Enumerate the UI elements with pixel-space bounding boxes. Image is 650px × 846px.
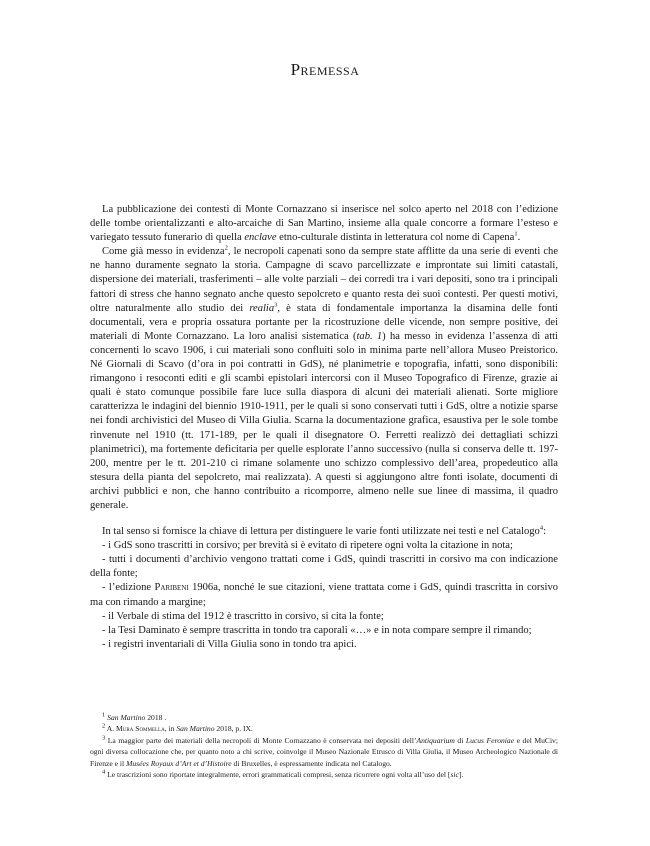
footnote-1: $^1$ San Martino 2018 . (102, 711, 167, 722)
list-item: - l’edizione Paribeni 1906a, nonché le sue citazioni, viene trattata come i GdS, quindi trascritta in corsivo ma con rimando a margine; (90, 582, 558, 608)
list-item: - la Tesi Daminato è sempre trascritta in tondo tra caporali «…» e in nota compare sempre il rimando; (102, 624, 532, 636)
list-item: - i registri inventariali di Villa Giulia sono in tondo tra apici. (102, 638, 357, 650)
list-item: - tutti i documenti d’archivio vengono trattati come i GdS, quindi trascritti in corsivo ma con indicazione della fonte; (90, 554, 558, 580)
source-list (90, 539, 558, 652)
table-reference[interactable]: tab. 1 (356, 330, 383, 342)
paragraph-2: Come già messo in evidenza$^2$, le necropoli capenati sono da sempre state afflitte da una serie di eventi che ne hanno duramente segnato la storia. Campagne di scavo parcellizzate e improntate sui limiti catastali, dispersione dei materiali, trasferimenti – alle volte parziali – dei corredi tra i vari depositi, sono tra i principali fattori di stress che hanno segnato anche questo sepolcreto e quanto resta dei suoi contesti. Per questi motivi, oltre naturalmente allo studio dei realia$^3$, è stata di fondamentale importanza la disamina delle fonti documentali, vera e propria ossatura portante per la ricostruzione delle vicende, non sempre positive, dei materiali di Monte Cornazzano. La loro analisi sistematica (tab. 1) ha messo in evidenza l’assenza di atti concernenti lo scavo 1906, i cui materiali sono confluiti solo in minima parte nell’allora Museo Preistorico. Né Giornali di Scavo (d’ora in poi contratti in GdS), né planimetrie e topografia, infatti, sono disponibili: rimangono i resoconti editi e gli scambi epistolari intercorsi con il Museo Topografico di Firenze, grazie ai quali è stato comunque possibile fare luce sulla diaspora di alcuni dei materiali alienati. Sorte migliore caratterizza le indagini del biennio 1910-1911, per le quali si sono conservati tutti i GdS, oltre a notizie sparse nei fondi archivistici del Museo di Villa Giulia. Scarna la documentazione grafica, esaustiva per le sole tombe rinvenute nel 1910 (tt. 171-189, per le quali il disegnatore O. Ferretti realizzò dei dettagliati schizzi planimetrici), ma fortemente deficitaria per quelle esplorate l’anno successivo (nulla si conserva delle tt. 197-200, mentre per le tt. 201-210 ci rimane solamente uno schizzo complessivo dell’area, propedeutico alla stesura della pianta del sepolcreto, mai realizzata). A questi si aggiungono altre fonti isolate, documenti di archivi pubblici e non, che hanno contribuito a ricomporre, almeno nelle sue linee di massima, il quadro generale. (90, 244, 559, 511)
footnote-4: $^4$ Le trascrizioni sono riportate integralmente, errori grammaticali compresi, senza ricorrere ogni volta all’uso del [sic]. (102, 768, 464, 780)
footnote-2: $^2$ A. Mura Sommella, in San Martino 2018, p. IX. (102, 722, 253, 734)
footnote-ref-2[interactable]: 2 (224, 244, 228, 252)
list-item: - il Verbale di stima del 1912 è trascritto in corsivo, si cita la fonte; (102, 610, 384, 622)
paragraph-1: La pubblicazione dei contesti di Monte Cornazzano si inserisce nel solco aperto nel 2018 con l’edizione delle tombe orientalizzanti e alto-arcaiche di San Martino, insieme alla quale concorre a formare l’esteso e variegato tessuto funerario di quella enclave etno-culturale distinta in letteratura col nome di Capena$^1$. (90, 204, 558, 244)
list-item: - i GdS sono trascritti in corsivo; per brevità si è evitato di ripetere ogni volta la citazione in nota; (102, 540, 513, 552)
footnote-3: $^3$ La maggior parte dei materiali della necropoli di Monte Cornazzano è conservata nei depositi dell’Antiquarium di Lucus Feroniae e del MuCiv; ogni diversa collocazione che, per quanto noto a chi scrive, coinvolge il Museo Nazionale Etrusco di Villa Giulia, il Museo Archeologico Nazionale di Firenze e il Musées Royaux d’Art et d’Histoire di Bruxelles, è espressamente indicata nel Catalogo. (90, 734, 558, 768)
page-title: Premessa (290, 60, 360, 79)
paragraph-3: In tal senso si fornisce la chiave di lettura per distinguere le varie fonti utilizzate nei testi e nel Catalogo$^4$: (102, 524, 547, 538)
main-text (90, 203, 558, 652)
footnote-ref-1[interactable]: 1 (514, 230, 518, 238)
footnotes (90, 712, 558, 780)
footnote-ref-3[interactable]: 3 (274, 301, 278, 309)
footnote-ref-4[interactable]: 4 (539, 524, 544, 532)
